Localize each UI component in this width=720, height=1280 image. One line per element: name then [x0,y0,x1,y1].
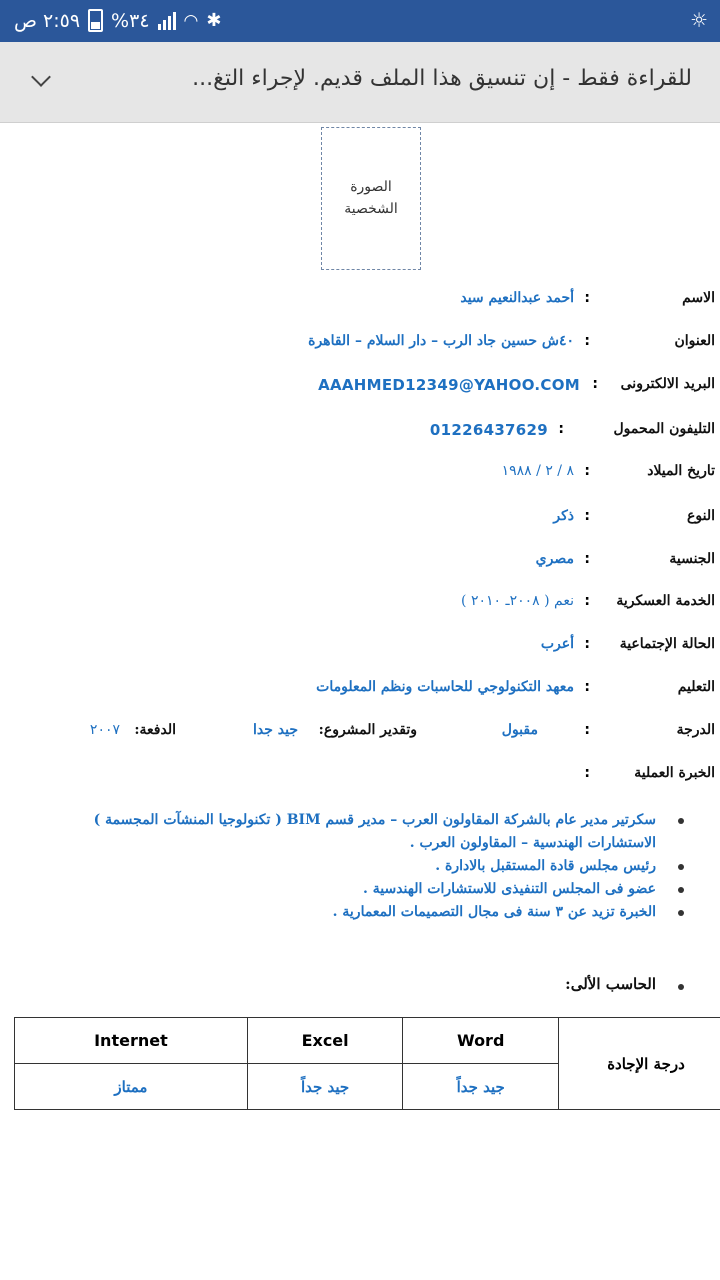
label-education: التعليم [677,679,715,695]
label-project: وتقدير المشروع: [318,722,417,738]
wifi-icon: ◠ [183,10,199,31]
col-word: Word [403,1018,559,1064]
battery-icon [88,9,103,32]
value-education: معهد التكنولوجي للحاسبات ونظم المعلومات [316,679,574,695]
label-birth: تاريخ الميلاد [647,463,715,479]
col-excel: Excel [247,1018,403,1064]
value-nationality: مصري [535,551,574,567]
level-word: جيد جداً [403,1064,559,1110]
field-marital: الحالة الإجتماعية : أعرب [540,636,715,652]
label-gender: النوع [687,508,715,524]
computer-heading: الحاسب الألى: [565,975,656,993]
field-grade: الدرجة : مقبول وتقدير المشروع: جيد جدا الدفعة: ٢٠٠٧ [89,722,715,738]
experience-list [0,809,720,924]
field-experience: الخبرة العملية : [584,765,715,781]
value-project: جيد جدا [253,722,298,738]
read-only-banner[interactable] [0,42,720,123]
label-grade: الدرجة [676,722,715,738]
value-marital: أعرب [540,636,574,652]
photo-label-line2: الشخصية [344,201,398,217]
value-address: ٤٠ش حسين جاد الرب – دار السلام – القاهرة [308,333,574,349]
list-item: الخبرة تزيد عن ٣ سنة فى مجال التصميمات المعمارية . [0,901,720,924]
status-bar [0,0,720,42]
signal-icon [158,12,176,30]
field-nationality: الجنسية : مصري [535,551,715,567]
list-item: رئيس مجلس قادة المستقبل بالادارة . [0,855,720,878]
field-military: الخدمة العسكرية : نعم ( ٢٠٠٨ـ ٢٠١٠ ) [461,593,715,609]
value-birth: ٨ / ٢ / ١٩٨٨ [501,463,574,479]
banner-message: للقراءة فقط - إن تنسيق هذا الملف قديم. لإجراء التغ... [192,66,692,91]
brightness-icon: ☼ [690,8,708,32]
value-email: AAAHMED12349@YAHOO.COM [318,376,580,394]
label-name: الاسم [682,290,715,306]
photo-placeholder [321,127,421,270]
label-experience: الخبرة العملية [634,765,715,781]
col-internet: Internet [15,1018,248,1064]
document-page [0,123,720,1280]
bluetooth-icon: ✱ [206,10,222,31]
field-education: التعليم : معهد التكنولوجي للحاسبات ونظم المعلومات [316,679,715,695]
label-marital: الحالة الإجتماعية [619,636,715,652]
label-nationality: الجنسية [669,551,715,567]
label-batch: الدفعة: [134,722,176,738]
computer-skills-table [14,1017,720,1110]
value-grade: مقبول [501,722,538,738]
photo-label-line1: الصورة [350,179,392,195]
label-email: البريد الالكترونى [620,376,715,392]
list-item: عضو فى المجلس التنفيذى للاستشارات الهندسية . [0,878,720,901]
value-name: أحمد عبدالنعيم سيد [460,290,574,306]
clock: ٢:٥٩ ص [14,9,81,32]
field-birth: تاريخ الميلاد : ٨ / ٢ / ١٩٨٨ [501,463,715,479]
list-item: سكرتير مدير عام بالشركة المقاولون العرب – مدير قسم BIM ( تكنولوجيا المنشآت المجسمة ) [0,809,720,832]
field-email: البريد الالكترونى : AAAHMED12349@YAHOO.COM [318,376,715,394]
level-internet: ممتاز [15,1064,248,1110]
chevron-down-icon[interactable] [31,67,51,87]
field-gender: النوع : ذكر [553,508,715,524]
field-mobile: التليفون المحمول : 01226437629 [429,421,715,439]
list-item-continuation: الاستشارات الهندسية – المقاولون العرب . [409,835,656,851]
status-right-group [14,9,221,32]
value-military: نعم ( ٢٠٠٨ـ ٢٠١٠ ) [461,593,574,609]
row-label: درجة الإجادة [559,1018,720,1110]
label-address: العنوان [674,333,715,349]
label-military: الخدمة العسكرية [616,593,715,609]
field-name: الاسم : أحمد عبدالنعيم سيد [460,290,715,306]
value-batch: ٢٠٠٧ [89,722,120,738]
label-mobile: التليفون المحمول [613,421,715,437]
level-excel: جيد جداً [247,1064,403,1110]
value-gender: ذكر [553,508,574,524]
field-address: العنوان : ٤٠ش حسين جاد الرب – دار السلام – القاهرة [308,333,715,349]
value-mobile: 01226437629 [429,421,548,439]
battery-percent: %٣٤ [111,9,150,32]
